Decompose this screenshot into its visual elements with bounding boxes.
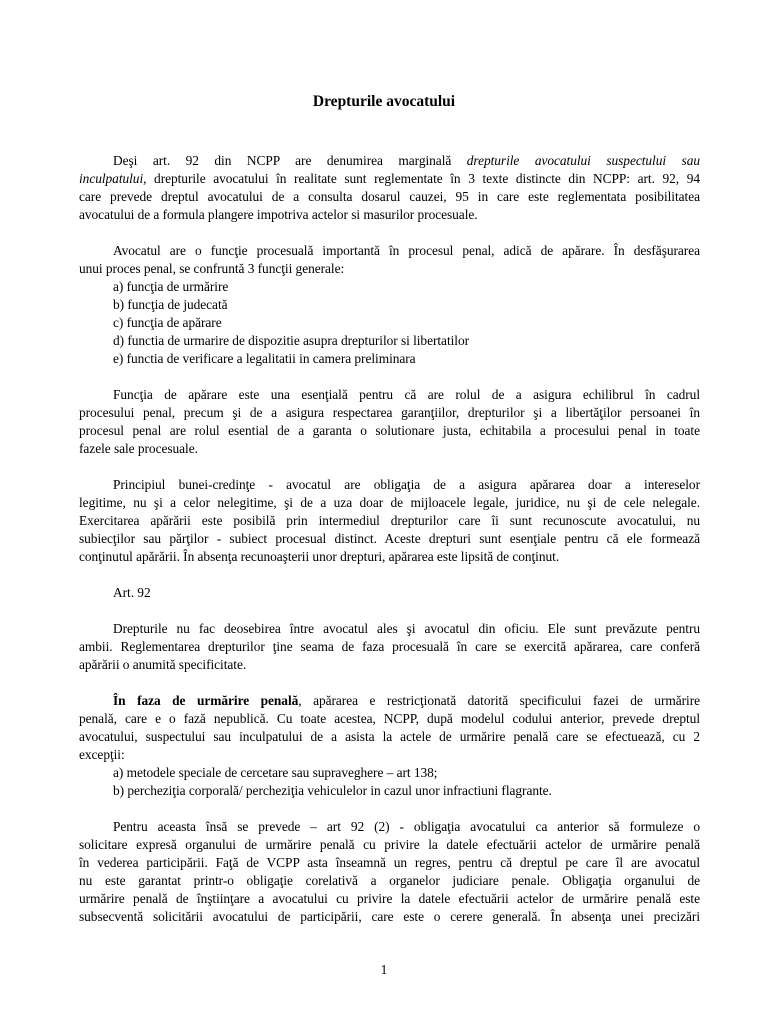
text-line: fazele sale procesuale. <box>79 441 198 456</box>
italic-text: drepturile avocatului suspectului sau <box>466 153 700 168</box>
text-line: care prevede dreptul avocatului de a consulta dosarul cauzei, 95 in care este reglementata posibilitatea <box>79 189 700 204</box>
text-line: în vederea participării. Faţă de VCPP asta înseamnă un regres, pentru că dreptul pe care îl are avocatul <box>79 855 700 870</box>
text-span: Deşi art. 92 din NCPP are denumirea marginală <box>113 153 467 168</box>
text-line: apărării o anumită specificitate. <box>79 657 247 672</box>
list-item: c) funcţia de apărare <box>113 315 222 330</box>
document-body <box>79 152 700 944</box>
text-line: unui proces penal, se confruntă 3 funcţii generale: <box>79 261 345 276</box>
text-line: Avocatul are o funcţie procesuală importantă în procesul penal, adică de apărare. În desfăşurarea <box>113 243 700 258</box>
text-line: subiecţilor sau părţilor - subiect procesual distinct. Aceste drepturi sunt esenţiale pentru că ele formează <box>79 531 700 546</box>
page-number: 1 <box>380 962 388 977</box>
text-line: procesului penal, precum şi de a asigura respectarea garanţiilor, drepturilor şi a libertăţilor persoanei în <box>79 405 700 420</box>
text-span: , drepturile avocatului în realitate sunt reglementate în 3 texte distincte din NCPP: art. 92, 94 <box>143 171 700 186</box>
text-line: nu este garantat printr-o obligaţie corelativă a organelor judiciare penale. Obligaţia organului de <box>79 873 700 888</box>
text-line: procesul penal are rolul esential de a garanta o solutionare justa, echitabila a procesului penal in toate <box>79 423 700 438</box>
paragraph-8 <box>79 818 700 926</box>
text-line: Art. 92 <box>113 585 151 600</box>
text-line <box>79 170 700 188</box>
italic-text: inculpatului <box>79 171 144 186</box>
page-title: Drepturile avocatului <box>312 93 456 110</box>
text-line: Exercitarea apărării este posibilă prin intermediul drepturilor care îi sunt recunoscute avocatului, nu <box>79 513 700 528</box>
text-line: subsecventă solicitării avocatului de participării, care este o cerere generală. În absenţa unei precizări <box>79 909 700 924</box>
text-line: excepţii: <box>79 747 125 762</box>
paragraph-7 <box>79 692 700 800</box>
text-line: legitime, nu şi a celor nelegitime, şi de a uza doar de mijloacele legale, juridice, nu şi de cele nelegale. <box>79 495 700 510</box>
text-line: solicitare expresă organului de urmărire penală cu privire la datele efectuării actelor de urmărire penală <box>79 837 700 852</box>
paragraph-6 <box>79 620 700 674</box>
section-heading-art-92 <box>79 584 700 602</box>
text-line: avocatului, suspectului sau inculpatului de a asista la actele de urmărire penală care se efectuează, cu 2 <box>79 729 700 744</box>
list-item: b) percheziţia corporală/ percheziţia vehiculelor in cazul unor infractiuni flagrante. <box>113 783 552 798</box>
bold-lead: În faza de urmărire penală <box>113 693 299 708</box>
text-line <box>79 152 700 170</box>
text-line: conţinutul apărării. În absenţa recunoaşterii unor drepturi, apărarea este lipsită de conţinut. <box>79 549 560 564</box>
text-line: Funcţia de apărare este una esenţială pentru că are rolul de a asigura echilibrul în cadrul <box>113 387 700 402</box>
text-line: penală, care e o fază nepublică. Cu toate acestea, NCPP, după modelul codului anterior, prevede dreptul <box>79 711 700 726</box>
text-line: Principiul bunei-credinţe - avocatul are obligaţia de a asigura apărarea doar a intereselor <box>113 477 700 492</box>
text-line: Drepturile nu fac deosebirea între avocatul ales şi avocatul din oficiu. Ele sunt prevăzute pentru <box>113 621 700 636</box>
text-line: urmărire penală de înştiinţare a avocatului cu privire la datele efectuării actelor de urmărire penală este <box>79 891 700 906</box>
paragraph-2 <box>79 242 700 368</box>
list-item: b) funcţia de judecată <box>113 297 228 312</box>
text-span: , apărarea e restricţionată datorită specificului fazei de urmărire <box>298 693 700 708</box>
paragraph-1 <box>79 152 700 224</box>
list-item: a) metodele speciale de cercetare sau supraveghere – art 138; <box>113 765 438 780</box>
list-item: d) functia de urmarire de dispozitie asupra drepturilor si libertatilor <box>113 333 470 348</box>
list-item: e) functia de verificare a legalitatii in camera preliminara <box>113 351 416 366</box>
text-line: Pentru aceasta însă se prevede – art 92 (2) - obligaţia avocatului ca anterior să formuleze o <box>113 819 700 834</box>
text-line <box>79 692 700 710</box>
paragraph-3 <box>79 386 700 458</box>
text-line: ambii. Reglementarea drepturilor ţine seama de faza procesuală în care se exercită apărarea, care conferă <box>79 639 700 654</box>
paragraph-4 <box>79 476 700 566</box>
list-item: a) funcţia de urmărire <box>113 279 229 294</box>
text-line: avocatului de a formula plangere impotriva actelor si masurilor procesuale. <box>79 207 478 222</box>
